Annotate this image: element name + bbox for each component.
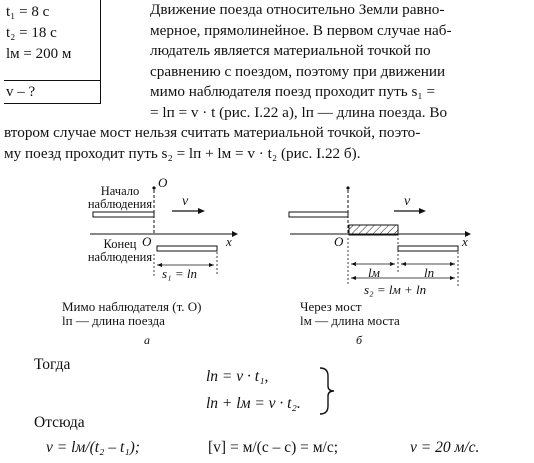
- given-lm: lм = 200 м: [6, 46, 72, 62]
- fig-b-caption: Через мост lм — длина моста: [300, 299, 400, 328]
- given-block: [6, 2, 102, 65]
- solution-line-4: сравнению с поездом, поэтому при движении: [150, 62, 446, 80]
- fig-b-origin: O: [334, 234, 344, 249]
- fig-a-origin-bottom: O: [142, 234, 152, 249]
- hence-label: Отсюда: [34, 414, 85, 431]
- solution-line-6: = lп = v · t (рис. I.22 а), lп — длина поезда. Во: [150, 103, 448, 121]
- solution-line-8: му поезд проходит путь s₂ = lп + lм = v · t₂ (рис. I.22 б).: [4, 144, 361, 162]
- fig-a-start-label: Начало наблюдения: [87, 184, 153, 211]
- fig-a-caption: Мимо наблюдателя (т. O) lп — длина поезда: [62, 299, 202, 328]
- solution-line-5: мимо наблюдателя поезд проходит путь s₁ =: [150, 83, 436, 100]
- given-separator: [100, 0, 101, 104]
- system-brace: [316, 366, 336, 416]
- fig-b-velocity-label: v: [404, 194, 411, 209]
- given-divider: [4, 80, 101, 81]
- then-label: Тогда: [34, 356, 71, 373]
- fig-a-origin-top: O: [158, 175, 168, 190]
- solution-line-2: мерное, прямолинейное. В первом случае наб-: [150, 21, 452, 39]
- fig-b-lm-label: lм: [368, 265, 380, 280]
- figure-b-drawing: [289, 186, 471, 286]
- fig-b-tag: б: [356, 333, 363, 347]
- system-eq-1: lп = v · t₁,: [206, 368, 269, 385]
- fig-a-tag: а: [144, 333, 150, 347]
- fig-b-s2-label: s₂ = lм + lп: [364, 282, 427, 297]
- fig-a-axis-arrow: [232, 231, 238, 237]
- fig-a-end-label: Конец наблюдения: [87, 237, 153, 264]
- fig-b-bridge: [349, 225, 398, 235]
- given-t2: t₂ = 18 с: [6, 25, 57, 41]
- find-value: v – ?: [6, 84, 36, 100]
- fig-b-ln-label: lп: [424, 265, 435, 280]
- fig-b-axis-label: x: [462, 234, 468, 249]
- given-t1: t₁ = 8 с: [6, 4, 50, 20]
- fig-b-train-end: [398, 246, 458, 251]
- final-answer: v = 20 м/с.: [410, 439, 480, 456]
- final-formula: v = lм/(t₂ – t₁);: [46, 439, 140, 456]
- solution-line-1: Движение поезда относительно Земли равно-: [150, 1, 445, 18]
- fig-a-s1-label: s₁ = lп: [162, 266, 197, 281]
- system-eq-2: lп + lм = v · t₂.: [206, 395, 301, 412]
- fig-a-axis-label: x: [226, 234, 232, 249]
- find-divider: [4, 103, 101, 104]
- solution-line-3: людатель является материальной точкой по: [150, 42, 431, 59]
- solution-line-7: втором случае мост нельзя считать материальной точкой, поэто-: [4, 124, 421, 141]
- fig-a-velocity-label: v: [182, 194, 189, 209]
- fig-a-train-start: [93, 212, 154, 217]
- figures-svg: [0, 168, 534, 358]
- fig-a-train-end: [157, 246, 217, 251]
- final-units: [v] = м/(с – с) = м/с;: [208, 439, 339, 456]
- fig-b-train-start: [289, 212, 348, 217]
